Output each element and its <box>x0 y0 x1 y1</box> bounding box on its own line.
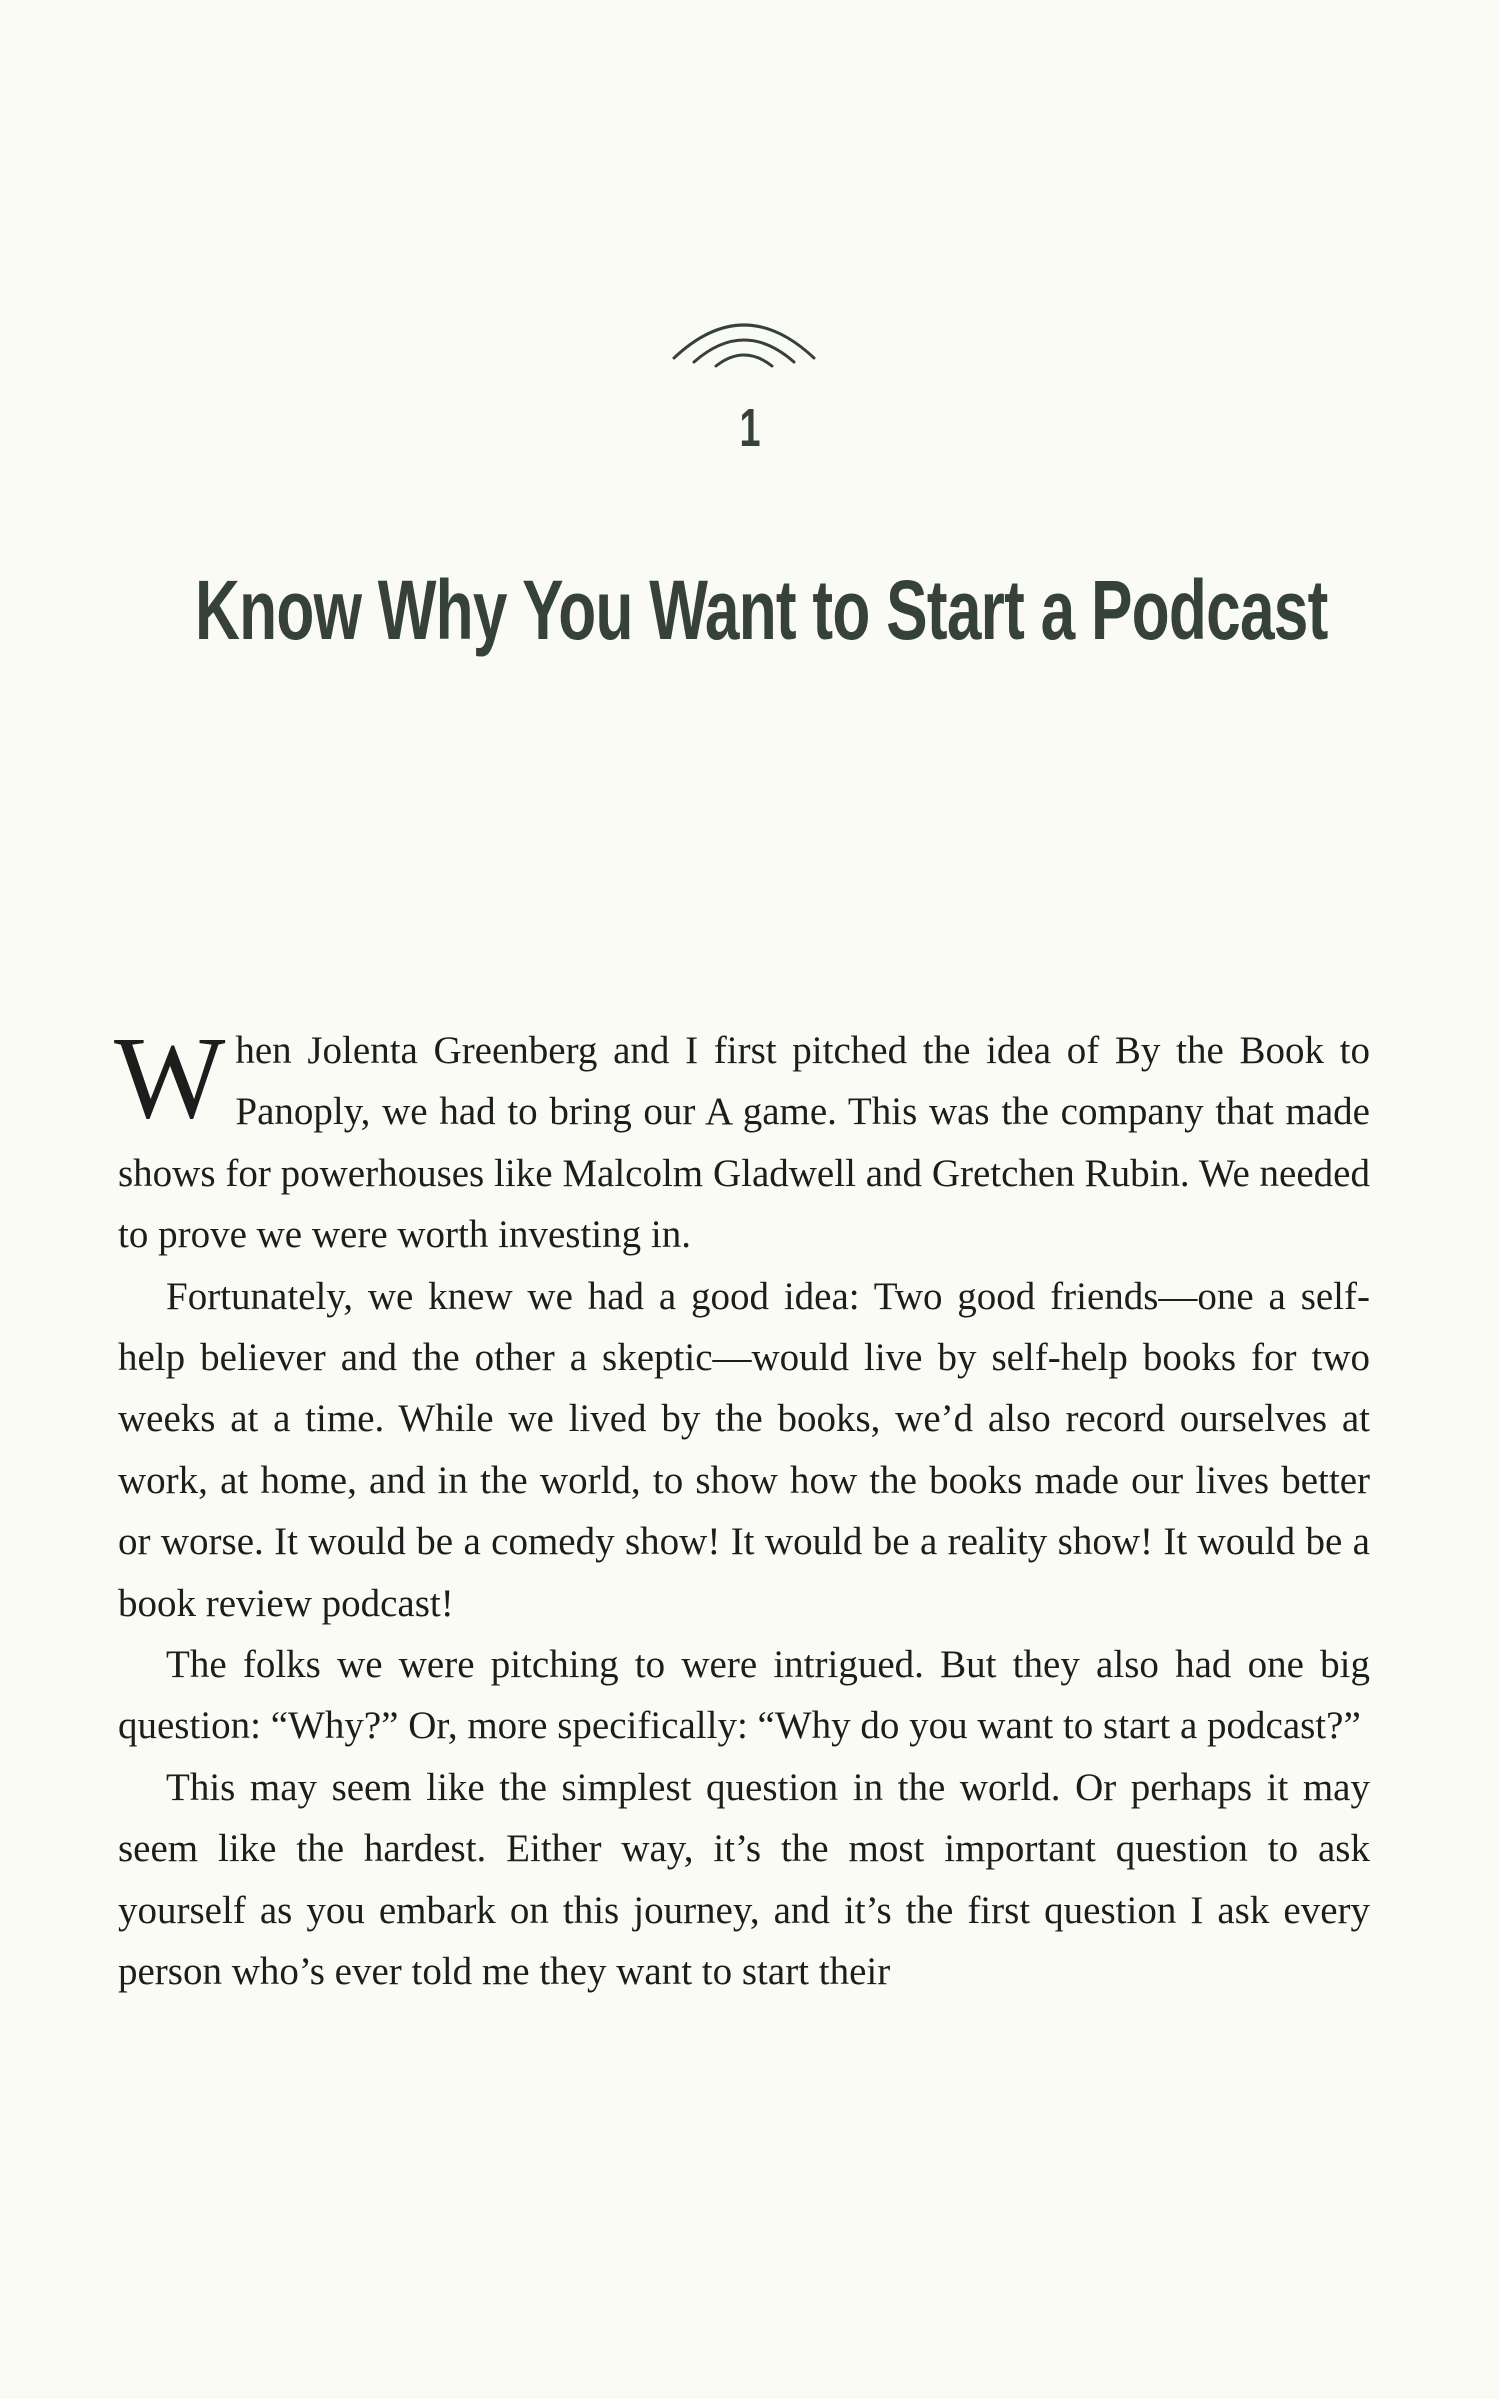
signal-waves-icon <box>664 300 824 390</box>
chapter-body <box>114 1012 1370 2003</box>
chapter-number: 1 <box>739 398 761 458</box>
paragraph <box>114 1012 1370 1266</box>
paragraph: The folks we were pitching to were intrigued. But they also had one big question: “Why?” Or, more specifically: “Why do you want to start a podcast?” <box>118 1643 1370 1748</box>
paragraph-text: hen Jolenta Greenberg and I first pitched the idea of By the Book to Panoply, we had to bring our A game. This was the company that made shows for powerhouses like Malcolm Gladwell and Gretchen Rubin. We needed to prove we were worth investing in. <box>118 1029 1370 1257</box>
drop-cap: W <box>114 1012 226 1143</box>
chapter-title: Know Why You Want to Start a Podcast <box>195 563 1328 657</box>
paragraph: This may seem like the simplest question in the world. Or perhaps it may seem like the hardest. Either way, it’s the most important question to ask yourself as you embark on this journey, and it’s the first question I ask every person who’s ever told me they want to start their <box>118 1765 1370 1994</box>
paragraph: Fortunately, we knew we had a good idea: Two good friends—one a self-help believer and the other a skeptic—would live by self-help books for two weeks at a time. While we lived by the books, we’d also record ourselves at work, at home, and in the world, to show how the books made our lives better or worse. It would be a comedy show! It would be a reality show! It would be a book review podcast! <box>118 1274 1370 1625</box>
